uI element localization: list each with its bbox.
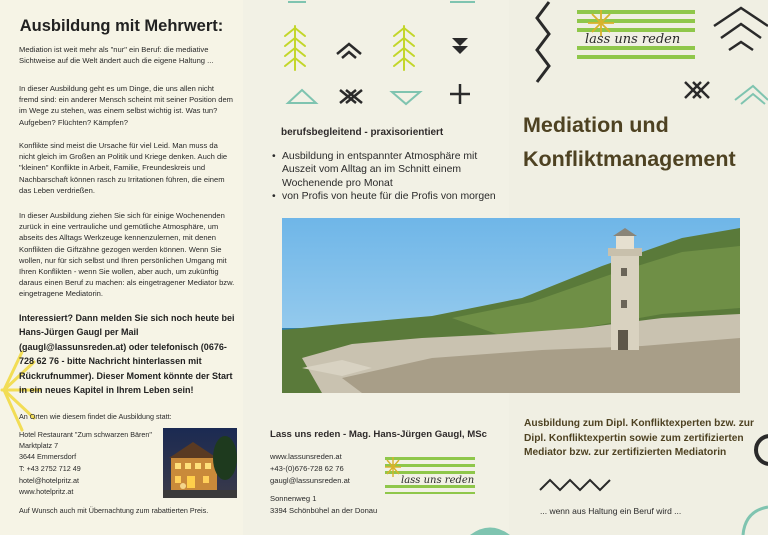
zigzag-decoration <box>540 478 616 492</box>
venue-name: Hotel Restaurant "Zum schwarzen Bären" <box>19 430 152 439</box>
contact-city: 3394 Schönbühel an der Donau <box>270 506 378 515</box>
title-line: Mediation und <box>523 113 669 137</box>
logo-large <box>577 8 695 60</box>
venue-phone: T: +43 2752 712 49 <box>19 464 81 473</box>
venue-city: 3644 Emmersdorf <box>19 452 77 461</box>
wave-decoration <box>470 520 510 535</box>
subtitle: berufsbegleitend - praxisorientiert <box>281 127 444 138</box>
contact-street: Sonnenweg 1 <box>270 494 317 503</box>
venue-email: hotel@hotelpritz.at <box>19 476 80 485</box>
course-description: Ausbildung zum Dipl. Konfliktexperten bzw. zur Dipl. Konfliktexpertin sowie zum zertifizierten Mediator bzw. zur zertifizierten Mediatorin <box>524 418 754 459</box>
pattern-decoration <box>280 0 500 110</box>
slogan: ... wenn aus Haltung ein Beruf wird ... <box>540 506 682 516</box>
venue-website: www.hotelpritz.at <box>19 487 74 496</box>
logo-text: lass uns reden <box>585 32 681 47</box>
circle-decoration <box>748 425 768 475</box>
intro-paragraph: Mediation ist weit mehr als "nur" ein Beruf: die mediative Sichtweise auf die Welt ändert auch die eigene Haltung ... <box>19 45 214 66</box>
footnote: Auf Wunsch auch mit Übernachtung zum rabattierten Preis. <box>19 506 209 515</box>
call-to-action: Interessiert? Dann melden Sie sich noch heute bei Hans-Jürgen Gaugl per Mail (gaugl@lassunsreden.at) oder telefonisch (0676-728 62 76 - bitte Nachricht hinterlassen mit Rückrufnummer). Dieser Moment könnte der Start in ein neues Kapitel in Ihrem Leben sein! <box>19 313 235 396</box>
arc-decoration <box>735 505 768 535</box>
logo-small <box>385 455 475 495</box>
feature-list <box>271 150 501 203</box>
venue-intro: An Orten wie diesem findet die Ausbildung statt: <box>19 412 172 421</box>
contact-email: gaugl@lassunsreden.at <box>270 476 350 485</box>
body-paragraph: In dieser Ausbildung geht es um Dinge, die uns allen nicht fremd sind: ein anderer Mensch scheint mit seiner Position dem im Wege zu stehen, was einem selbst wichtig ist. Was tun? Aufgeben? Flüchten? Kämpfen? <box>19 84 233 127</box>
venue-street: Marktplatz 7 <box>19 441 59 450</box>
list-item: • Ausbildung in entspannter Atmosphäre mit Auszeit vom Alltag an im Schnitt einem Wochenende pro Monat <box>271 150 501 190</box>
contact-website: www.lassunsreden.at <box>270 452 342 461</box>
page-title: Ausbildung mit Mehrwert: <box>19 17 224 35</box>
body-paragraph: Konflikte sind meist die Ursache für viel Leid. Man muss da nicht gleich im Großen an Politik und Kriege denken. Auch die "kleinen" Konflikte in Arbeit, Familie, Freundeskreis und Nachbarschaft können rasch zu Irritationen führen, die einem das Leben verdrießen. <box>19 141 228 195</box>
logo-text: lass uns reden <box>401 475 475 486</box>
lighthouse-photo <box>282 218 740 393</box>
list-item: • von Profis von heute für die Profis von morgen <box>271 190 501 203</box>
contact-name: Lass uns reden - Mag. Hans-Jürgen Gaugl, MSc <box>270 429 487 440</box>
contact-phone: +43-(0)676-728 62 76 <box>270 464 344 473</box>
title-line: Konfliktmanagement <box>523 147 736 171</box>
main-title <box>523 108 736 176</box>
hotel-photo <box>163 428 237 498</box>
body-paragraph: In dieser Ausbildung ziehen Sie sich für einige Wochenenden zurück in eine vertrauliche und gemütliche Atmosphäre, um abseits des Alltags Werkzeuge kennenzulernen, mit denen Konflikten die Giftzähne gezogen werden können. Wenn Sie wollen, nur für sich selbst und Ihren persönlichen Umgang mit Ihren Konflikten - wenn Sie wollen, aber auch, um zukünftig daraus einen Beruf zu machen: als eingetragener Mediator bzw. eingetragene Mediatorin. <box>19 211 235 299</box>
